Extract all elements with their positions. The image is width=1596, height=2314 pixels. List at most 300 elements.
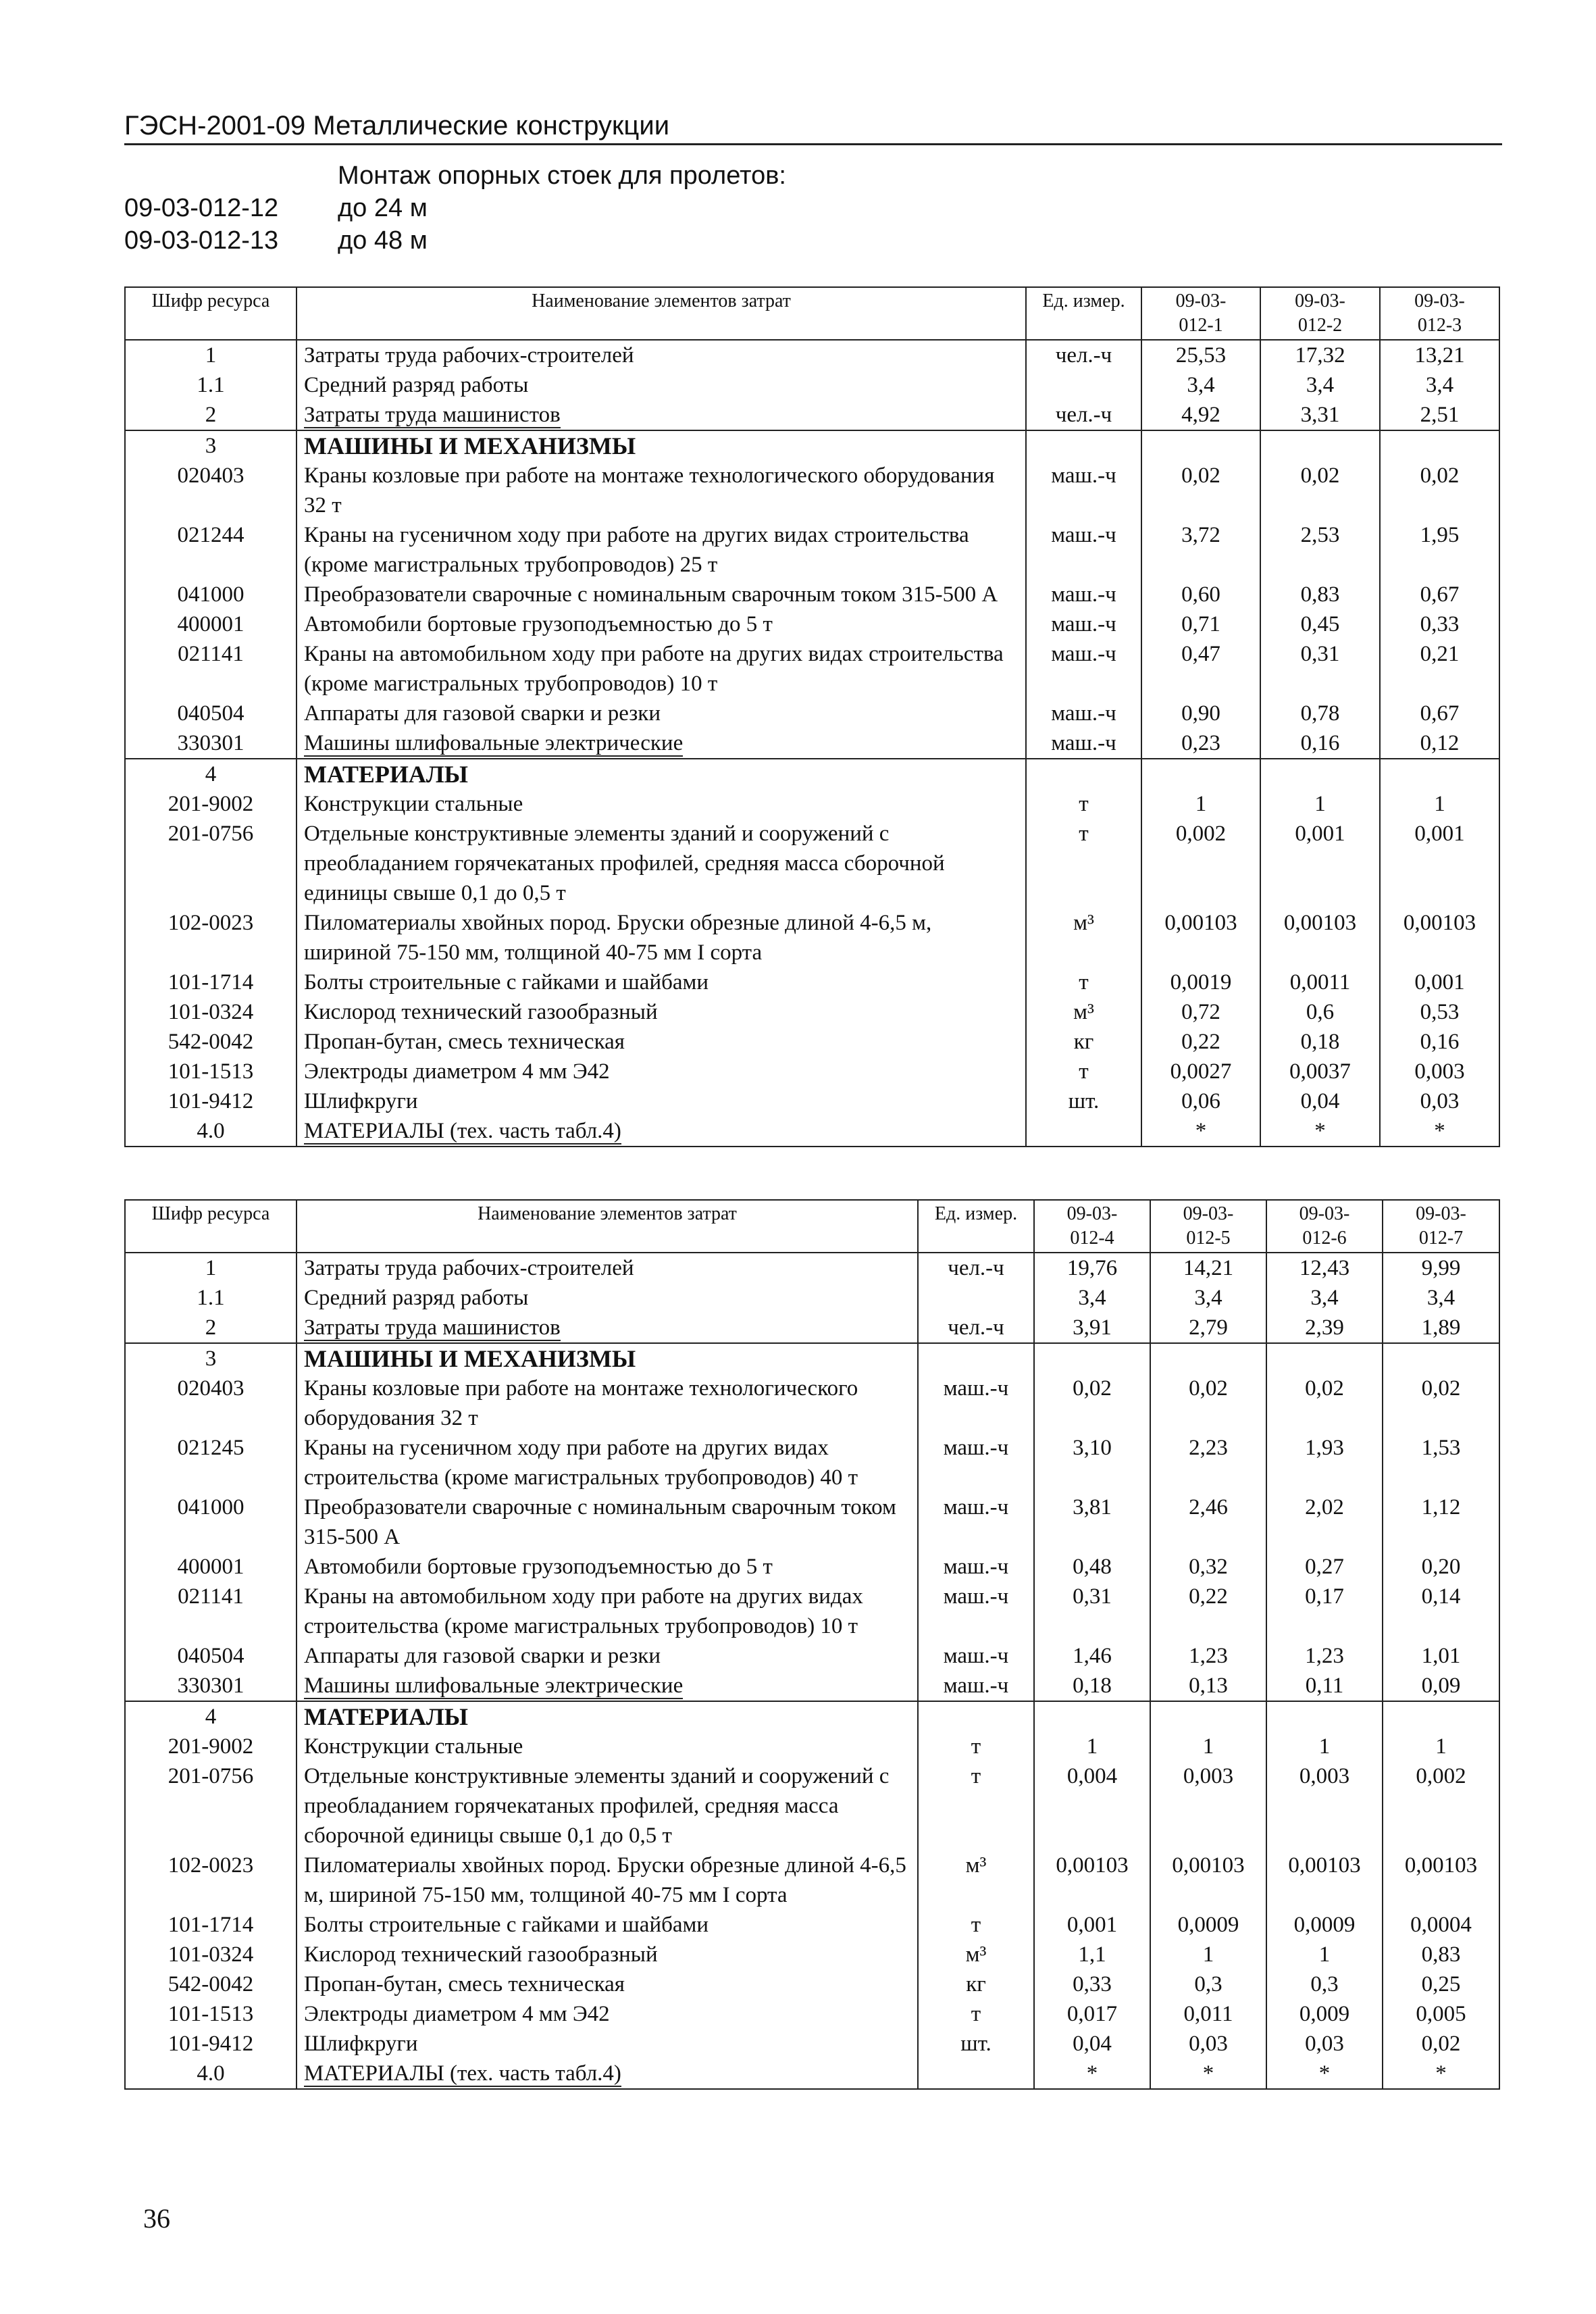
cell-resource-code: 102-0023 xyxy=(125,908,297,967)
cell-value: 1 xyxy=(1260,789,1380,819)
cell-value: 3,10 xyxy=(1034,1433,1150,1492)
cell-value: 0,3 xyxy=(1266,1969,1383,1999)
cell-cost-element-name: Пропан-бутан, смесь техническая xyxy=(297,1027,1026,1057)
cell-resource-code: 1 xyxy=(125,1253,297,1283)
cell-resource-code: 102-0023 xyxy=(125,1851,297,1910)
cell-value xyxy=(1034,1343,1150,1374)
cell-value: 0,71 xyxy=(1141,609,1260,639)
cell-value: 0,00103 xyxy=(1141,908,1260,967)
running-header-title: ГЭСН-2001-09 Металлические конструкции xyxy=(124,111,670,141)
cell-value: 0,47 xyxy=(1141,639,1260,699)
cell-value: 2,53 xyxy=(1260,520,1380,580)
table-row xyxy=(125,1851,1499,1910)
cell-resource-code: 020403 xyxy=(125,1374,297,1433)
cell-value: 0,04 xyxy=(1260,1086,1380,1116)
table-row xyxy=(125,1999,1499,2029)
cell-resource-code: 101-1714 xyxy=(125,967,297,997)
cell-value: 1,46 xyxy=(1034,1641,1150,1671)
cell-unit xyxy=(918,1283,1034,1313)
cell-unit: м³ xyxy=(918,1851,1034,1910)
cell-value: 0,45 xyxy=(1260,609,1380,639)
cell-cost-element-name: Аппараты для газовой сварки и резки xyxy=(297,1641,918,1671)
cell-value: 1 xyxy=(1383,1732,1499,1761)
cell-cost-element-name: МАШИНЫ И МЕХАНИЗМЫ xyxy=(297,430,1026,461)
cell-value xyxy=(1266,1343,1383,1374)
cell-value xyxy=(1034,1701,1150,1732)
cell-value: 0,09 xyxy=(1383,1671,1499,1701)
cell-resource-code: 2 xyxy=(125,400,297,430)
cell-value: 1 xyxy=(1150,1732,1266,1761)
cell-value: 0,78 xyxy=(1260,699,1380,728)
cell-value: 0,003 xyxy=(1380,1057,1499,1086)
intro-item-code: 09-03-012-12 xyxy=(124,194,279,222)
table-body xyxy=(125,340,1499,1147)
intro-item xyxy=(124,224,1272,257)
cell-value: 0,72 xyxy=(1141,997,1260,1027)
cell-unit: шт. xyxy=(918,2029,1034,2059)
cell-value: 3,4 xyxy=(1260,370,1380,400)
cell-value: 2,51 xyxy=(1380,400,1499,430)
table-row xyxy=(125,1027,1499,1057)
cell-value: 0,0004 xyxy=(1383,1910,1499,1940)
cell-resource-code: 041000 xyxy=(125,580,297,609)
cell-cost-element-name: Электроды диаметром 4 мм Э42 xyxy=(297,1057,1026,1086)
cell-cost-element-name: Автомобили бортовые грузоподъемностью до 5 т xyxy=(297,609,1026,639)
cell-value: 14,21 xyxy=(1150,1253,1266,1283)
cell-value: 0,11 xyxy=(1266,1671,1383,1701)
cell-value: 0,02 xyxy=(1383,1374,1499,1433)
cell-unit: м³ xyxy=(1026,908,1141,967)
cell-resource-code: 101-0324 xyxy=(125,997,297,1027)
cell-cost-element-name: Пиломатериалы хвойных пород. Бруски обрезные длиной 4-6,5 м, шириной 75-150 мм, толщиной 40-75 мм I сорта xyxy=(297,1851,918,1910)
cell-value xyxy=(1260,759,1380,789)
cell-unit: маш.-ч xyxy=(1026,580,1141,609)
cell-unit: т xyxy=(1026,789,1141,819)
cell-value xyxy=(1380,759,1499,789)
table-row xyxy=(125,1283,1499,1313)
cell-value: 2,46 xyxy=(1150,1492,1266,1552)
cell-unit: маш.-ч xyxy=(918,1641,1034,1671)
cell-cost-element-name: Электроды диаметром 4 мм Э42 xyxy=(297,1999,918,2029)
cell-unit xyxy=(1026,1116,1141,1147)
cell-cost-element-name: Затраты труда машинистов xyxy=(297,1313,918,1343)
cell-value xyxy=(1141,430,1260,461)
cell-resource-code: 040504 xyxy=(125,699,297,728)
cell-value: 12,43 xyxy=(1266,1253,1383,1283)
cell-value: 0,12 xyxy=(1380,728,1499,759)
table-row xyxy=(125,1086,1499,1116)
cell-value: 0,31 xyxy=(1260,639,1380,699)
cell-resource-code: 101-1513 xyxy=(125,1999,297,2029)
cell-value xyxy=(1383,1701,1499,1732)
cell-cost-element-name: Машины шлифовальные электрические xyxy=(297,1671,918,1701)
table-row xyxy=(125,997,1499,1027)
table-row xyxy=(125,580,1499,609)
cell-value: 9,99 xyxy=(1383,1253,1499,1283)
cell-unit: маш.-ч xyxy=(918,1552,1034,1582)
cell-value: * xyxy=(1266,2059,1383,2089)
header-cost-element-name: Наименование элементов затрат xyxy=(297,287,1026,340)
cell-value: 2,79 xyxy=(1150,1313,1266,1343)
cell-value: 0,67 xyxy=(1380,699,1499,728)
cell-cost-element-name: Отдельные конструктивные элементы зданий и сооружений с преобладанием горячекатаных профилей, средняя масса сборочной единицы свыше 0,1 до 0,5 т xyxy=(297,819,1026,908)
cell-resource-code: 3 xyxy=(125,1343,297,1374)
table-row xyxy=(125,1313,1499,1343)
cell-cost-element-name: Машины шлифовальные электрические xyxy=(297,728,1026,759)
cell-value: 19,76 xyxy=(1034,1253,1150,1283)
cell-unit: маш.-ч xyxy=(1026,609,1141,639)
cell-unit xyxy=(1026,759,1141,789)
cell-resource-code: 542-0042 xyxy=(125,1027,297,1057)
cell-value: 0,002 xyxy=(1383,1761,1499,1851)
table-row xyxy=(125,1374,1499,1433)
cell-cost-element-name: Краны на гусеничном ходу при работе на других видах строительства (кроме магистральных трубопроводов) 25 т xyxy=(297,520,1026,580)
cell-unit: чел.-ч xyxy=(918,1313,1034,1343)
cell-value: 0,03 xyxy=(1380,1086,1499,1116)
cell-unit: чел.-ч xyxy=(1026,340,1141,370)
cell-resource-code: 4.0 xyxy=(125,2059,297,2089)
cell-value: 0,02 xyxy=(1266,1374,1383,1433)
table-row xyxy=(125,520,1499,580)
cell-value: 0,001 xyxy=(1260,819,1380,908)
cell-cost-element-name: Краны козловые при работе на монтаже технологического оборудования 32 т xyxy=(297,1374,918,1433)
table-row xyxy=(125,1761,1499,1851)
cell-value: 0,003 xyxy=(1266,1761,1383,1851)
cell-resource-code: 201-9002 xyxy=(125,1732,297,1761)
intro-item-text: до 24 м xyxy=(338,194,428,222)
header-norm-code: 09-03- 012-2 xyxy=(1260,287,1380,340)
cell-value: 0,001 xyxy=(1034,1910,1150,1940)
cell-value: 0,3 xyxy=(1150,1969,1266,1999)
cell-unit: маш.-ч xyxy=(918,1492,1034,1552)
cell-value: 0,23 xyxy=(1141,728,1260,759)
cell-resource-code: 201-0756 xyxy=(125,819,297,908)
cell-cost-element-name: Затраты труда рабочих-строителей xyxy=(297,1253,918,1283)
cell-cost-element-name: Шлифкруги xyxy=(297,2029,918,2059)
cell-value: 0,27 xyxy=(1266,1552,1383,1582)
cell-resource-code: 4 xyxy=(125,1701,297,1732)
cell-resource-code: 101-1513 xyxy=(125,1057,297,1086)
cell-value: 1 xyxy=(1034,1732,1150,1761)
table-row xyxy=(125,819,1499,908)
cell-value: 0,02 xyxy=(1150,1374,1266,1433)
cell-cost-element-name: Кислород технический газообразный xyxy=(297,1940,918,1969)
norms-table-1 xyxy=(124,286,1500,1147)
cell-unit: шт. xyxy=(1026,1086,1141,1116)
cell-value: 1,93 xyxy=(1266,1433,1383,1492)
cell-resource-code: 101-0324 xyxy=(125,1940,297,1969)
cell-value: 0,001 xyxy=(1380,819,1499,908)
cell-value: 0,011 xyxy=(1150,1999,1266,2029)
cell-value: 1,89 xyxy=(1383,1313,1499,1343)
header-norm-code: 09-03- 012-7 xyxy=(1383,1200,1499,1253)
table-header-row xyxy=(125,1200,1499,1253)
table-row xyxy=(125,1701,1499,1732)
cell-value: 25,53 xyxy=(1141,340,1260,370)
cell-resource-code: 101-1714 xyxy=(125,1910,297,1940)
table-row xyxy=(125,967,1499,997)
cell-unit xyxy=(1026,430,1141,461)
cell-value: 2,02 xyxy=(1266,1492,1383,1552)
cell-value: 3,4 xyxy=(1383,1283,1499,1313)
cell-value: 3,4 xyxy=(1034,1283,1150,1313)
cell-cost-element-name: Конструкции стальные xyxy=(297,789,1026,819)
cell-unit xyxy=(918,1343,1034,1374)
cell-value: 0,21 xyxy=(1380,639,1499,699)
header-unit: Ед. измер. xyxy=(1026,287,1141,340)
cell-value: 1,01 xyxy=(1383,1641,1499,1671)
cell-unit: маш.-ч xyxy=(1026,639,1141,699)
cell-cost-element-name: Отдельные конструктивные элементы зданий и сооружений с преобладанием горячекатаных профилей, средняя масса сборочной единицы свыше 0,1 до 0,5 т xyxy=(297,1761,918,1851)
cell-unit: чел.-ч xyxy=(1026,400,1141,430)
table-row xyxy=(125,340,1499,370)
cell-value: 0,00103 xyxy=(1034,1851,1150,1910)
cell-unit: т xyxy=(918,1999,1034,2029)
cell-cost-element-name: Краны козловые при работе на монтаже технологического оборудования 32 т xyxy=(297,461,1026,520)
norms-table-2 xyxy=(124,1199,1500,2090)
cell-value: 0,02 xyxy=(1380,461,1499,520)
header-cost-element-name: Наименование элементов затрат xyxy=(297,1200,918,1253)
cell-value: 1,95 xyxy=(1380,520,1499,580)
cell-value: 0,02 xyxy=(1141,461,1260,520)
cell-resource-code: 1.1 xyxy=(125,370,297,400)
header-resource-code: Шифр ресурса xyxy=(125,1200,297,1253)
cell-value: 1,53 xyxy=(1383,1433,1499,1492)
cell-resource-code: 020403 xyxy=(125,461,297,520)
cell-value: 0,13 xyxy=(1150,1671,1266,1701)
cell-unit: маш.-ч xyxy=(1026,520,1141,580)
cell-cost-element-name: Средний разряд работы xyxy=(297,1283,918,1313)
table-row xyxy=(125,609,1499,639)
cell-value: 3,72 xyxy=(1141,520,1260,580)
cell-cost-element-name: Преобразователи сварочные с номинальным сварочным током 315-500 А xyxy=(297,580,1026,609)
cell-resource-code: 1 xyxy=(125,340,297,370)
cell-resource-code: 4 xyxy=(125,759,297,789)
header-resource-code: Шифр ресурса xyxy=(125,287,297,340)
cell-value: 0,06 xyxy=(1141,1086,1260,1116)
table-row xyxy=(125,908,1499,967)
cell-resource-code: 021244 xyxy=(125,520,297,580)
cell-value: * xyxy=(1383,2059,1499,2089)
cell-resource-code: 101-9412 xyxy=(125,2029,297,2059)
table-row xyxy=(125,1671,1499,1701)
cell-cost-element-name: Краны на гусеничном ходу при работе на других видах строительства (кроме магистральных трубопроводов) 40 т xyxy=(297,1433,918,1492)
table-row xyxy=(125,1433,1499,1492)
header-unit: Ед. измер. xyxy=(918,1200,1034,1253)
table-row xyxy=(125,2029,1499,2059)
cell-cost-element-name: Пиломатериалы хвойных пород. Бруски обрезные длиной 4-6,5 м, шириной 75-150 мм, толщиной 40-75 мм I сорта xyxy=(297,908,1026,967)
running-header xyxy=(124,108,1502,145)
cell-value: * xyxy=(1380,1116,1499,1147)
table-row xyxy=(125,1732,1499,1761)
cell-resource-code: 330301 xyxy=(125,728,297,759)
cell-unit xyxy=(918,1701,1034,1732)
cell-value xyxy=(1141,759,1260,789)
cell-value: 1 xyxy=(1266,1940,1383,1969)
table-row xyxy=(125,370,1499,400)
cell-value: * xyxy=(1141,1116,1260,1147)
cell-unit: кг xyxy=(1026,1027,1141,1057)
cell-value xyxy=(1260,430,1380,461)
header-norm-code: 09-03- 012-6 xyxy=(1266,1200,1383,1253)
cell-resource-code: 4.0 xyxy=(125,1116,297,1147)
cell-value: 0,6 xyxy=(1260,997,1380,1027)
cell-value: 0,18 xyxy=(1034,1671,1150,1701)
cell-unit: маш.-ч xyxy=(918,1582,1034,1641)
cell-value: 0,17 xyxy=(1266,1582,1383,1641)
cell-value: 0,18 xyxy=(1260,1027,1380,1057)
cell-resource-code: 101-9412 xyxy=(125,1086,297,1116)
table-row xyxy=(125,639,1499,699)
cell-value: 1,23 xyxy=(1266,1641,1383,1671)
cell-cost-element-name: МАШИНЫ И МЕХАНИЗМЫ xyxy=(297,1343,918,1374)
table-row xyxy=(125,1940,1499,1969)
cell-value: 0,83 xyxy=(1260,580,1380,609)
cell-value: 0,31 xyxy=(1034,1582,1150,1641)
table-header-row xyxy=(125,287,1499,340)
cell-cost-element-name: Затраты труда машинистов xyxy=(297,400,1026,430)
cell-cost-element-name: Шлифкруги xyxy=(297,1086,1026,1116)
cell-value: 0,0009 xyxy=(1150,1910,1266,1940)
table-row xyxy=(125,461,1499,520)
table-row xyxy=(125,1969,1499,1999)
header-norm-code: 09-03- 012-5 xyxy=(1150,1200,1266,1253)
table-body xyxy=(125,1253,1499,2089)
table-row xyxy=(125,759,1499,789)
cell-value: 0,67 xyxy=(1380,580,1499,609)
cell-value: 1,1 xyxy=(1034,1940,1150,1969)
cell-unit: маш.-ч xyxy=(918,1374,1034,1433)
header-norm-code: 09-03- 012-4 xyxy=(1034,1200,1150,1253)
cell-unit: кг xyxy=(918,1969,1034,1999)
cell-value: 3,81 xyxy=(1034,1492,1150,1552)
cell-value xyxy=(1383,1343,1499,1374)
cell-value: 0,0011 xyxy=(1260,967,1380,997)
table-row xyxy=(125,789,1499,819)
table-row xyxy=(125,1552,1499,1582)
intro-item-text: до 48 м xyxy=(338,226,428,255)
cell-resource-code: 201-9002 xyxy=(125,789,297,819)
cell-resource-code: 1.1 xyxy=(125,1283,297,1313)
cell-resource-code: 400001 xyxy=(125,1552,297,1582)
cell-unit: т xyxy=(1026,819,1141,908)
cell-cost-element-name: МАТЕРИАЛЫ xyxy=(297,1701,918,1732)
cell-value: * xyxy=(1034,2059,1150,2089)
cell-value: 0,00103 xyxy=(1150,1851,1266,1910)
cell-value xyxy=(1380,430,1499,461)
cell-value: 0,0019 xyxy=(1141,967,1260,997)
table-row xyxy=(125,728,1499,759)
cell-value: 3,4 xyxy=(1141,370,1260,400)
cell-value: 0,60 xyxy=(1141,580,1260,609)
cell-value: 0,0027 xyxy=(1141,1057,1260,1086)
cell-value: 0,017 xyxy=(1034,1999,1150,2029)
cell-value: 13,21 xyxy=(1380,340,1499,370)
cell-cost-element-name: Затраты труда рабочих-строителей xyxy=(297,340,1026,370)
cell-value: 3,4 xyxy=(1150,1283,1266,1313)
cell-cost-element-name: МАТЕРИАЛЫ (тех. часть табл.4) xyxy=(297,2059,918,2089)
cell-cost-element-name: Автомобили бортовые грузоподъемностью до 5 т xyxy=(297,1552,918,1582)
cell-value: 17,32 xyxy=(1260,340,1380,370)
cell-value: 3,4 xyxy=(1380,370,1499,400)
cell-resource-code: 3 xyxy=(125,430,297,461)
cell-unit: маш.-ч xyxy=(918,1671,1034,1701)
cell-value: 0,009 xyxy=(1266,1999,1383,2029)
cell-value: 2,23 xyxy=(1150,1433,1266,1492)
cell-resource-code: 021245 xyxy=(125,1433,297,1492)
cell-value: 0,20 xyxy=(1383,1552,1499,1582)
cell-cost-element-name: Средний разряд работы xyxy=(297,370,1026,400)
cell-value: 0,25 xyxy=(1383,1969,1499,1999)
cell-value xyxy=(1150,1701,1266,1732)
cell-value: 1 xyxy=(1266,1732,1383,1761)
cell-value: 0,00103 xyxy=(1260,908,1380,967)
cell-value: 0,00103 xyxy=(1266,1851,1383,1910)
cell-unit: т xyxy=(918,1732,1034,1761)
cell-resource-code: 2 xyxy=(125,1313,297,1343)
cell-value: 0,16 xyxy=(1380,1027,1499,1057)
cell-cost-element-name: Преобразователи сварочные с номинальным сварочным током 315-500 А xyxy=(297,1492,918,1552)
cell-unit: т xyxy=(918,1761,1034,1851)
cell-value: 0,00103 xyxy=(1380,908,1499,967)
cell-value: 0,53 xyxy=(1380,997,1499,1027)
table-row xyxy=(125,1057,1499,1086)
cell-value: 0,001 xyxy=(1380,967,1499,997)
cell-cost-element-name: Болты строительные с гайками и шайбами xyxy=(297,1910,918,1940)
table-row xyxy=(125,699,1499,728)
cell-value: 2,39 xyxy=(1266,1313,1383,1343)
cell-value: 3,4 xyxy=(1266,1283,1383,1313)
cell-value: * xyxy=(1150,2059,1266,2089)
cell-unit: маш.-ч xyxy=(918,1433,1034,1492)
cell-value: 0,90 xyxy=(1141,699,1260,728)
table-row xyxy=(125,2059,1499,2089)
cell-unit: маш.-ч xyxy=(1026,699,1141,728)
cell-cost-element-name: Болты строительные с гайками и шайбами xyxy=(297,967,1026,997)
cell-cost-element-name: МАТЕРИАЛЫ xyxy=(297,759,1026,789)
table-row xyxy=(125,400,1499,430)
table-row xyxy=(125,1253,1499,1283)
cell-unit: м³ xyxy=(1026,997,1141,1027)
cell-unit: маш.-ч xyxy=(1026,461,1141,520)
intro-heading: Монтаж опорных стоек для пролетов: xyxy=(338,161,786,190)
table-row xyxy=(125,1492,1499,1552)
table-row xyxy=(125,1343,1499,1374)
cell-value: 0,22 xyxy=(1141,1027,1260,1057)
cell-resource-code: 400001 xyxy=(125,609,297,639)
table-row xyxy=(125,1582,1499,1641)
table-row xyxy=(125,1910,1499,1940)
cell-value: 1 xyxy=(1150,1940,1266,1969)
cell-resource-code: 201-0756 xyxy=(125,1761,297,1851)
cell-cost-element-name: Аппараты для газовой сварки и резки xyxy=(297,699,1026,728)
cell-unit: т xyxy=(1026,967,1141,997)
cell-value: 1 xyxy=(1380,789,1499,819)
cell-resource-code: 542-0042 xyxy=(125,1969,297,1999)
cell-cost-element-name: МАТЕРИАЛЫ (тех. часть табл.4) xyxy=(297,1116,1026,1147)
cell-value: * xyxy=(1260,1116,1380,1147)
cell-resource-code: 021141 xyxy=(125,1582,297,1641)
cell-value: 0,14 xyxy=(1383,1582,1499,1641)
cell-value: 1,23 xyxy=(1150,1641,1266,1671)
cell-resource-code: 040504 xyxy=(125,1641,297,1671)
cell-unit: т xyxy=(1026,1057,1141,1086)
cell-value: 0,22 xyxy=(1150,1582,1266,1641)
cell-value: 0,04 xyxy=(1034,2029,1150,2059)
cell-value: 4,92 xyxy=(1141,400,1260,430)
cell-unit: чел.-ч xyxy=(918,1253,1034,1283)
cell-resource-code: 021141 xyxy=(125,639,297,699)
